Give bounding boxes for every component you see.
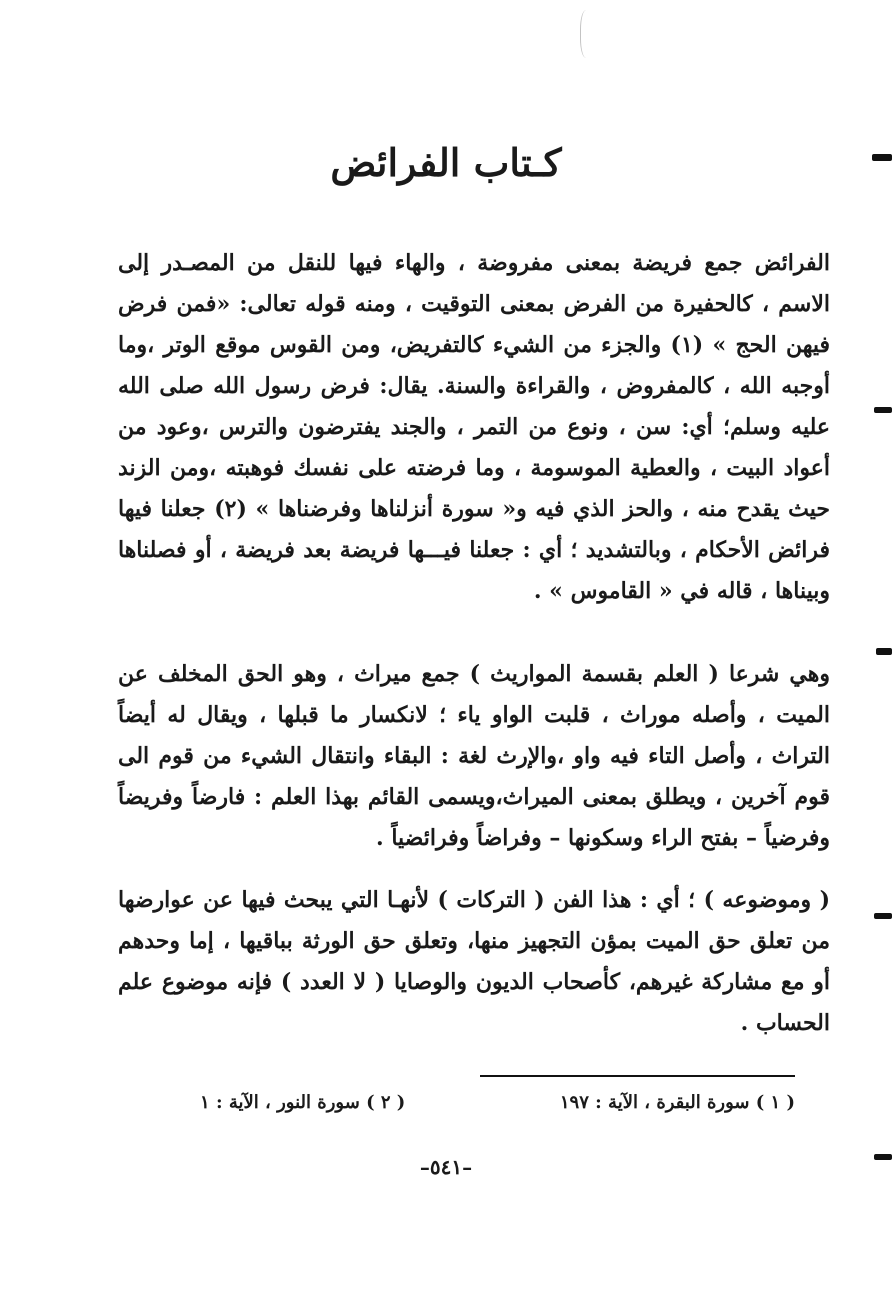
- page-number: –٥٤١–: [419, 1155, 473, 1179]
- binding-mark: [874, 1154, 892, 1160]
- footnote-divider: [480, 1075, 795, 1077]
- scan-smudge: [580, 10, 595, 58]
- paragraph-definition-legal: وهي شرعا ( العلم بقسمة المواريث ) جمع ميراث ، وهو الحق المخلف عن الميت ، وأصله موراث ، قلبت الواو ياء ؛ لانكسار ما قبلها ، ويقال له أيضاً التراث ، وأصل التاء فيه واو ،والإرث لغة : البقاء وانتقال الشيء من قوم الى قوم آخرين ، ويطلق بمعنى الميراث،ويسمى القائم بهذا العلم : فارضاً وفريضاً وفرضياً – بفتح الراء وسكونها – وفراضاً وفرائضياً .: [118, 661, 830, 851]
- binding-mark: [872, 154, 892, 161]
- binding-mark: [874, 913, 892, 919]
- chapter-title: كـتاب الفرائض: [330, 140, 562, 185]
- footnotes: [200, 1092, 795, 1113]
- footnote-1: ( ١ ) سورة البقرة ، الآية : ١٩٧: [559, 1092, 795, 1113]
- binding-mark: [876, 648, 892, 655]
- paragraph-subject: ( وموضوعه ) ؛ أي : هذا الفن ( التركات ) لأنهـا التي يبحث فيها عن عوارضها من تعلق حق الميت بمؤن التجهيز منها، وتعلق حق الورثة بباقيها ، إما وحدهم أو مع مشاركة غيرهم، كأصحاب الديون والوصايا ( لا العدد ) فإنه موضوع علم الحساب .: [118, 887, 830, 1036]
- footnote-2: ( ٢ ) سورة النور ، الآية : ١: [200, 1092, 406, 1113]
- binding-mark: [874, 407, 892, 413]
- paragraph-definition-linguistic: الفرائض جمع فريضة بمعنى مفروضة ، والهاء فيها للنقل من المصـدر إلى الاسم ، كالحفيرة من الفرض بمعنى التوقيت ، ومنه قوله تعالى: «فمن فرض فيهن الحج » (١) والجزء من الشيء كالتفريض، ومن القوس موقع الوتر ،وما أوجبه الله ، كالمفروض ، والقراءة والسنة. يقال: فرض رسول الله صلى الله عليه وسلم؛ أي: سن ، ونوع من التمر ، والجند يفترضون والترس ،وعود من أعواد البيت ، والعطية الموسومة ، وما فرضته على نفسك فوهبته ،ومن الزند حيث يقدح منه ، والحز الذي فيه و« سورة أنزلناها وفرضناها » (٢) جعلنا فيها فرائض الأحكام ، وبالتشديد ؛ أي : جعلنا فيـــها فريضة بعد فريضة ، أو فصلناها وبيناها ، قاله في « القاموس » .: [118, 250, 830, 604]
